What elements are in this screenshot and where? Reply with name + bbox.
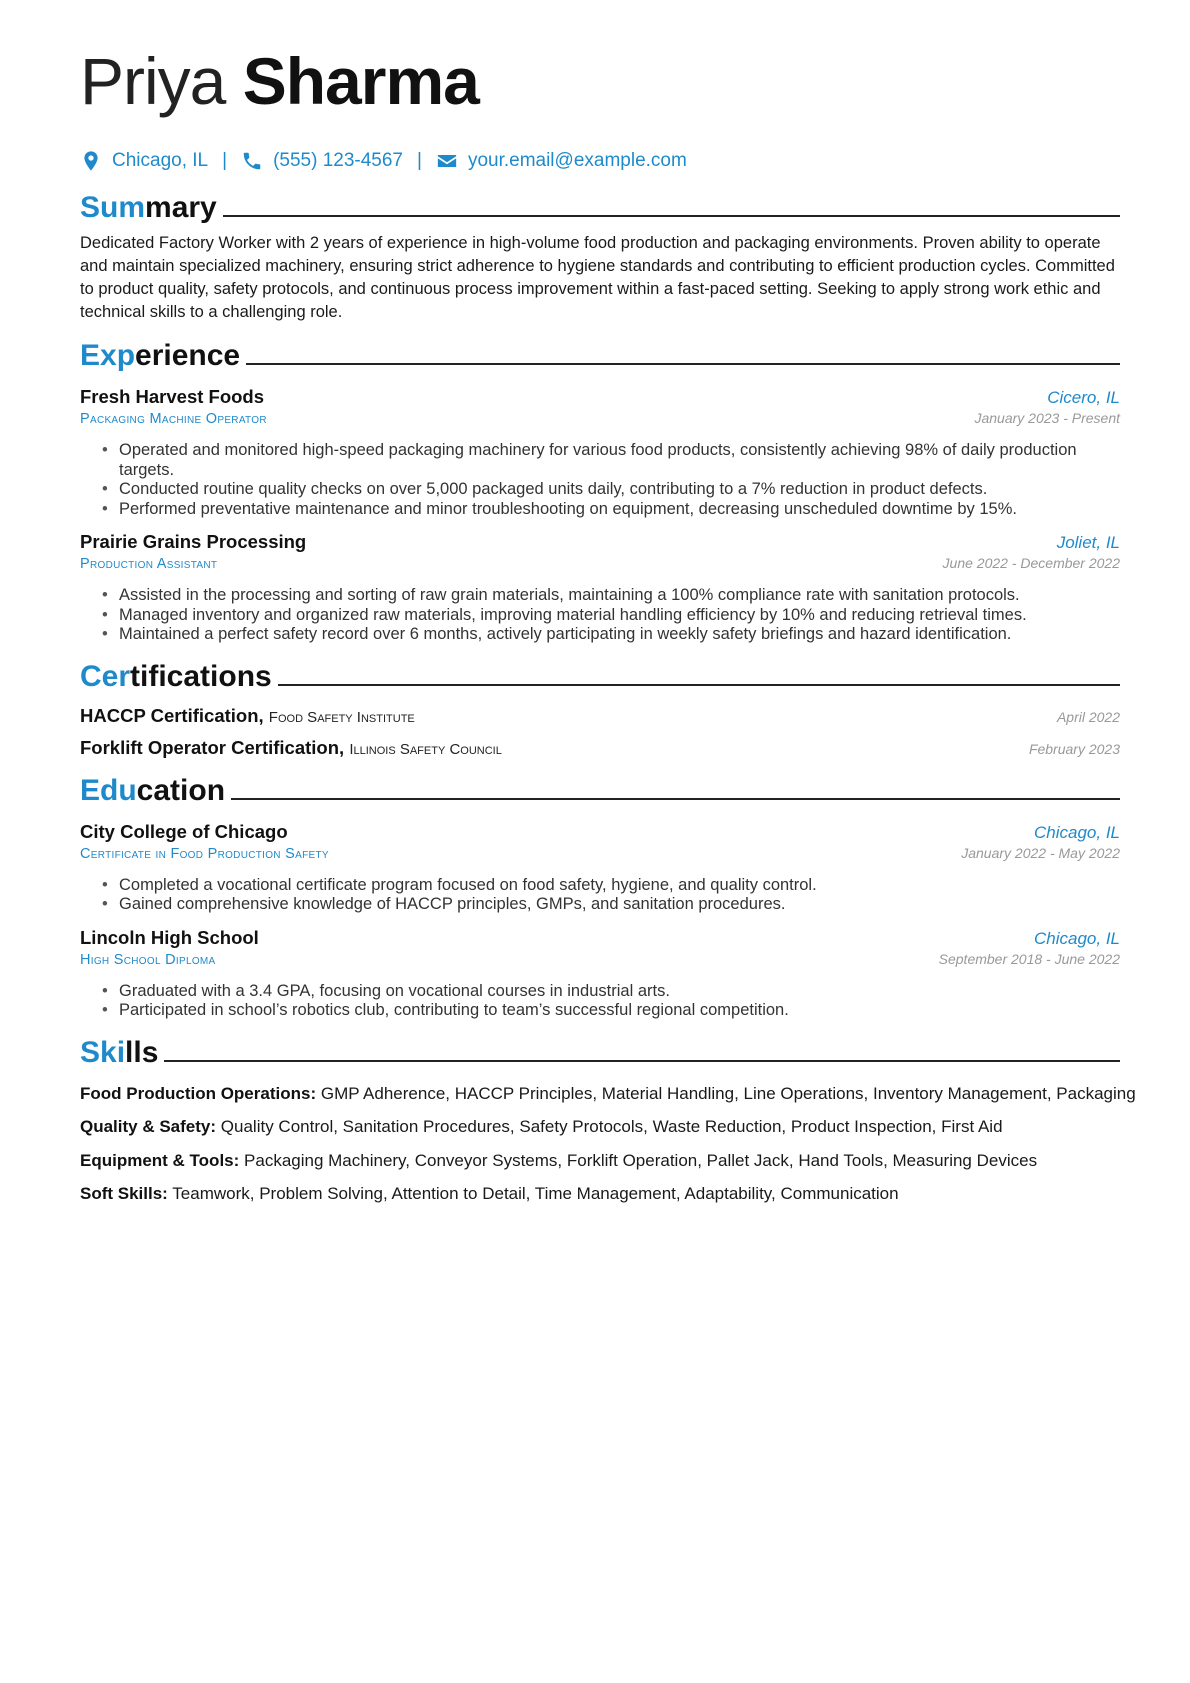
certification-entry	[80, 705, 1120, 727]
skill-values: Quality Control, Sanitation Procedures, Safety Protocols, Waste Reduction, Product Inspection, First Aid	[220, 1117, 1003, 1136]
list-item: • Conducted routine quality checks on over 5,000 packaged units daily, contributing to a 7% reduction in product defects.	[102, 480, 1120, 500]
candidate-name	[80, 40, 1120, 122]
skills-section	[80, 1031, 1136, 1206]
job-dates: June 2022 - December 2022	[942, 555, 1120, 571]
skill-category: Food Production Operations:	[80, 1083, 317, 1103]
location-text: Chicago, IL	[112, 150, 209, 171]
list-item: • Managed inventory and organized raw materials, improving material handling efficiency by 10% and reducing retrieval times.	[102, 606, 1120, 626]
certification-title: Forklift Operator Certification, Illinois Safety Council	[80, 736, 502, 758]
school-name: City College of Chicago	[80, 820, 288, 842]
list-item: • Participated in school’s robotics club, contributing to team’s successful regional competition.	[102, 1001, 1120, 1021]
skill-values: GMP Adherence, HACCP Principles, Material Handling, Line Operations, Inventory Management, Packaging	[320, 1083, 1136, 1103]
school-name: Lincoln High School	[80, 926, 259, 948]
skill-category: Equipment & Tools:	[80, 1150, 240, 1170]
education-section	[80, 769, 1120, 1021]
certification-date: April 2022	[1056, 708, 1120, 725]
skill-values: Teamwork, Problem Solving, Attention to Detail, Time Management, Adaptability, Communication	[172, 1184, 899, 1203]
certification-date: February 2023	[1028, 740, 1120, 757]
section-divider	[246, 363, 1120, 365]
contact-email[interactable]	[436, 150, 687, 172]
section-divider	[223, 215, 1120, 217]
degree-title: High School Diploma	[80, 951, 216, 968]
achievement-list	[80, 586, 1120, 645]
certification-title: HACCP Certification, Food Safety Institute	[80, 704, 415, 726]
first-name: Priya	[80, 44, 226, 118]
employer-name: Fresh Harvest Foods	[80, 386, 265, 407]
job-dates: January 2023 - Present	[974, 410, 1120, 426]
education-details	[80, 982, 1120, 1021]
envelope-icon	[436, 150, 458, 172]
section-heading	[80, 1031, 1120, 1071]
list-item: • Operated and monitored high-speed packaging machinery for various food products, consistently achieving 98% of daily production targets.	[102, 441, 1120, 480]
last-name: Sharma	[242, 44, 479, 118]
employer-name: Prairie Grains Processing	[80, 531, 307, 552]
skill-row	[80, 1150, 1120, 1172]
contact-separator: |	[417, 150, 422, 171]
job-title: Packaging Machine Operator	[80, 411, 267, 427]
list-item: • Completed a vocational certificate program focused on food safety, hygiene, and quality control.	[102, 876, 1120, 896]
section-divider	[164, 1060, 1120, 1062]
section-heading	[80, 186, 1120, 226]
education-entry	[80, 927, 1120, 1021]
skills-list	[80, 1083, 1136, 1206]
achievement-list	[80, 441, 1120, 519]
job-title: Production Assistant	[80, 556, 218, 572]
contact-location	[80, 150, 208, 172]
certifications-section	[80, 655, 1120, 759]
section-heading	[80, 769, 1120, 809]
certification-entry	[80, 737, 1120, 759]
skill-category: Soft Skills:	[80, 1184, 168, 1203]
skill-row	[80, 1183, 1120, 1205]
skill-row	[80, 1116, 1120, 1138]
education-details	[80, 876, 1120, 915]
section-heading	[80, 655, 1120, 695]
education-dates: January 2022 - May 2022	[961, 844, 1120, 861]
contact-phone[interactable]	[241, 150, 403, 172]
list-item: • Performed preventative maintenance and minor troubleshooting on equipment, decreasing unscheduled downtime by 15%.	[102, 500, 1120, 520]
list-item: • Gained comprehensive knowledge of HACCP principles, GMPs, and sanitation procedures.	[102, 895, 1120, 915]
education-dates: September 2018 - June 2022	[938, 950, 1120, 967]
map-marker-icon	[80, 150, 102, 172]
experience-section	[80, 334, 1120, 645]
employer-location: Joliet, IL	[1056, 533, 1120, 552]
summary-section	[80, 186, 1120, 324]
section-title: Education	[80, 773, 226, 807]
skill-values: Packaging Machinery, Conveyor Systems, Forklift Operation, Pallet Jack, Hand Tools, Measuring Devices	[244, 1150, 1038, 1170]
experience-entry	[80, 386, 1120, 519]
school-location: Chicago, IL	[1034, 928, 1120, 948]
phone-icon	[241, 150, 263, 172]
skill-row	[80, 1083, 1136, 1105]
section-divider	[278, 684, 1120, 686]
contact-bar	[80, 146, 1120, 176]
certification-issuer: Illinois Safety Council	[349, 740, 502, 758]
section-heading	[80, 334, 1120, 374]
phone-text[interactable]: (555) 123-4567	[273, 150, 403, 171]
contact-separator: |	[222, 150, 228, 171]
summary-text: Dedicated Factory Worker with 2 years of experience in high-volume food production and packaging environments. Proven ability to operate and maintain specialized machinery, ensuring strict adherence to hygiene standards and contributing to efficient production cycles. Committed to product quality, safety protocols, and continuous process improvement within a fast-paced setting. Seeking to apply strong work ethic and technical skills to a challenging role.	[80, 234, 1115, 321]
skill-category: Quality & Safety:	[80, 1117, 217, 1136]
list-item: • Graduated with a 3.4 GPA, focusing on vocational courses in industrial arts.	[102, 982, 1120, 1002]
employer-location: Cicero, IL	[1047, 388, 1120, 407]
list-item: • Assisted in the processing and sorting of raw grain materials, maintaining a 100% compliance rate with sanitation protocols.	[102, 586, 1120, 606]
list-item: • Maintained a perfect safety record over 6 months, actively participating in weekly safety briefings and hazard identification.	[102, 625, 1120, 645]
section-title: Experience	[80, 339, 241, 372]
education-entry	[80, 821, 1120, 915]
degree-title: Certificate in Food Production Safety	[80, 845, 329, 862]
experience-entry	[80, 531, 1120, 645]
certification-issuer: Food Safety Institute	[268, 708, 415, 726]
section-title: Certifications	[80, 659, 272, 693]
email-link[interactable]: your.email@example.com	[467, 150, 687, 171]
resume-page	[80, 40, 1136, 1217]
section-divider	[231, 798, 1120, 800]
section-title: Skills	[80, 1035, 159, 1069]
section-title: Summary	[80, 191, 217, 224]
school-location: Chicago, IL	[1034, 822, 1120, 842]
